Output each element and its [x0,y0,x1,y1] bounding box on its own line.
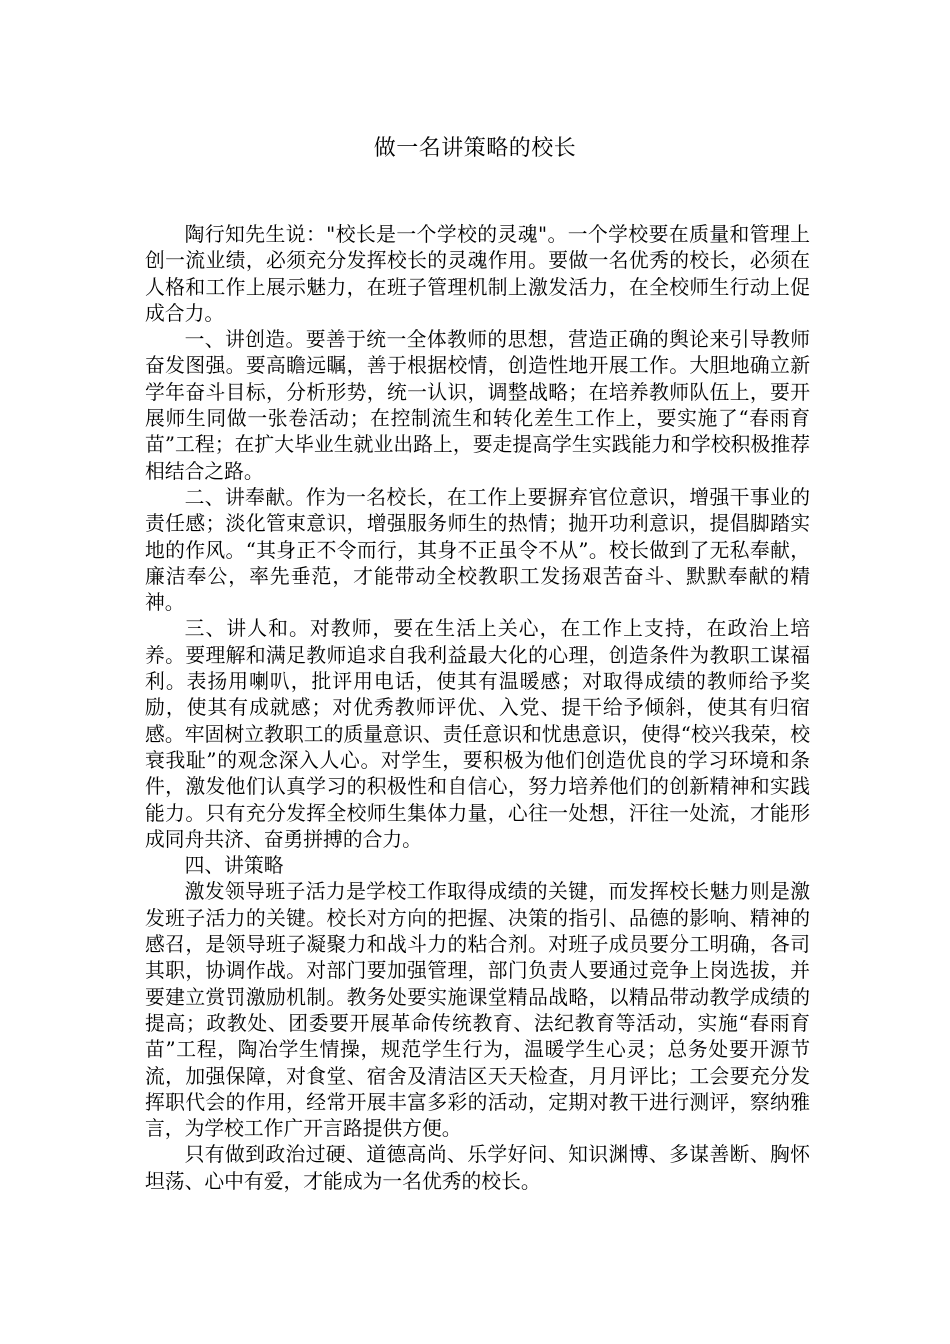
paragraph-creation: 一、讲创造。要善于统一全体教师的思想，营造正确的舆论来引导教师奋发图强。要高瞻远瞩，善于根据校情，创造性地开展工作。大胆地确立新学年奋斗目标，分析形势，统一认识，调整战略；在培养教师队伍上，要开展师生同做一张卷活动；在控制流生和转化差生工作上，要实施了“春雨育苗”工程；在扩大毕业生就业出路上，要走提高学生实践能力和学校积极推荐相结合之路。 [145,328,810,483]
section-heading-strategy: 四、讲策略 [184,854,284,878]
paragraph-dedication: 二、讲奉献。作为一名校长，在工作上要摒弃官位意识，增强干事业的责任感；淡化管束意识，增强服务师生的热情；抛开功利意识，提倡脚踏实地的作风。“其身正不令而行，其身不正虽令不从”。校长做到了无私奉献，廉洁奉公，率先垂范，才能带动全校教职工发扬艰苦奋斗、默默奉献的精神。 [145,485,810,615]
document-body [145,222,810,1195]
document-title: 做一名讲策略的校长 [373,136,577,161]
paragraph-intro: 陶行知先生说："校长是一个学校的灵魂"。一个学校要在质量和管理上创一流业绩，必须充分发挥校长的灵魂作用。要做一名优秀的校长，必须在人格和工作上展示魅力，在班子管理机制上激发活力，在全校师生行动上促成合力。 [145,223,810,325]
paragraph-harmony: 三、讲人和。对教师，要在生活上关心，在工作上支持，在政治上培养。要理解和满足教师追求自我利益最大化的心理，创造条件为教职工谋福利。表扬用喇叭，批评用电话，使其有温暖感；对取得成绩的教师给予奖励，使其有成就感；对优秀教师评优、入党、提干给予倾斜，使其有归宿感。牢固树立教职工的质量意识、责任意识和忧患意识，使得“校兴我荣，校衰我耻”的观念深入人心。对学生，要积极为他们创造优良的学习环境和条件，激发他们认真学习的积极性和自信心，努力培养他们的创新精神和实践能力。只有充分发挥全校师生集体力量，心往一处想，汗往一处流，才能形成同舟共济、奋勇拼搏的合力。 [145,617,810,851]
paragraph-strategy: 激发领导班子活力是学校工作取得成绩的关键，而发挥校长魅力则是激发班子活力的关键。校长对方向的把握、决策的指引、品德的影响、精神的感召，是领导班子凝聚力和战斗力的粘合剂。对班子成员要分工明确，各司其职，协调作战。对部门要加强管理，部门负责人要通过竞争上岗选拔，并要建立赏罚激励机制。教务处要实施课堂精品战略，以精品带动教学成绩的提高；政教处、团委要开展革命传统教育、法纪教育等活动，实施“春雨育苗”工程，陶冶学生情操，规范学生行为，温暖学生心灵；总务处要开源节流，加强保障，对食堂、宿舍及清洁区天天检查，月月评比；工会要充分发挥职代会的作用，经常开展丰富多彩的活动，定期对教干进行测评，察纳雅言，为学校工作广开言路提供方便。 [145,880,810,1141]
paragraph-conclusion: 只有做到政治过硬、道德高尚、乐学好问、知识渊博、多谋善断、胸怀坦荡、心中有爱，才能成为一名优秀的校长。 [145,1143,810,1193]
